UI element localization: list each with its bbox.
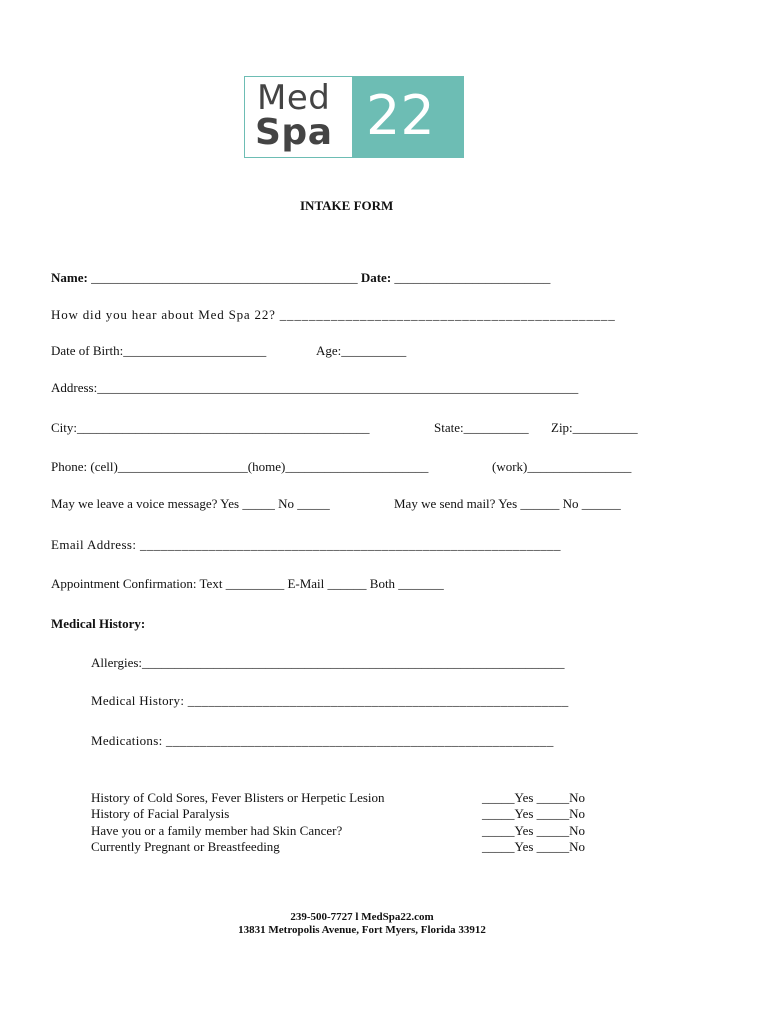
logo-word-med: Med bbox=[257, 78, 331, 118]
history-answer[interactable]: _____Yes _____No bbox=[482, 806, 586, 821]
state-field[interactable]: State:__________ bbox=[434, 420, 529, 435]
footer-contact: 239-500-7727 l MedSpa22.com bbox=[290, 911, 434, 923]
med-spa-22-logo bbox=[244, 76, 464, 158]
history-label: Have you or a family member had Skin Cancer? bbox=[91, 823, 343, 838]
email-field[interactable]: Email Address: _____________________________________________________________ bbox=[51, 537, 561, 552]
dob-field[interactable]: Date of Birth:______________________ bbox=[51, 343, 267, 358]
medications-field[interactable]: Medications: _________________________________________________________ bbox=[91, 733, 554, 748]
age-field[interactable]: Age:__________ bbox=[316, 343, 407, 358]
name-row bbox=[51, 270, 550, 286]
city-field[interactable]: City:_____________________________________________ bbox=[51, 420, 370, 435]
allergies-field[interactable]: Allergies:_________________________________________________________________ bbox=[91, 655, 565, 670]
history-label: History of Facial Paralysis bbox=[91, 806, 230, 821]
appointment-confirmation-field[interactable]: Appointment Confirmation: Text _________ E-Mail ______ Both _______ bbox=[51, 576, 444, 591]
phone-cell-home-field[interactable]: Phone: (cell)____________________(home)______________________ bbox=[51, 459, 429, 474]
footer-address: 13831 Metropolis Avenue, Fort Myers, Florida 33912 bbox=[238, 924, 486, 936]
name-field[interactable]: _________________________________________ bbox=[91, 270, 358, 285]
phone-work-field[interactable]: (work)________________ bbox=[492, 459, 632, 474]
voice-message-field[interactable]: May we leave a voice message? Yes _____ No _____ bbox=[51, 496, 330, 511]
date-field[interactable]: ________________________ bbox=[394, 270, 551, 285]
history-answer[interactable]: _____Yes _____No bbox=[482, 790, 586, 805]
history-label: Currently Pregnant or Breastfeeding bbox=[91, 839, 280, 854]
logo-word-spa: Spa bbox=[255, 112, 333, 153]
medical-history-heading: Medical History: bbox=[51, 616, 146, 631]
referral-field[interactable]: How did you hear about Med Spa 22? ______________________________________________ bbox=[51, 307, 616, 322]
date-label: Date: bbox=[360, 270, 392, 285]
address-field[interactable]: Address:__________________________________________________________________________ bbox=[51, 380, 579, 395]
send-mail-field[interactable]: May we send mail? Yes ______ No ______ bbox=[394, 496, 621, 511]
medical-history-field[interactable]: Medical History: ________________________________________________________ bbox=[91, 693, 569, 708]
name-label: Name: bbox=[51, 270, 88, 285]
logo-number: 22 bbox=[366, 84, 435, 147]
zip-field[interactable]: Zip:__________ bbox=[551, 420, 638, 435]
logo-right-panel bbox=[352, 76, 464, 158]
history-answer[interactable]: _____Yes _____No bbox=[482, 839, 586, 854]
history-label: History of Cold Sores, Fever Blisters or Herpetic Lesion bbox=[91, 790, 385, 805]
logo-left-panel bbox=[244, 76, 352, 158]
form-title: INTAKE FORM bbox=[300, 198, 394, 213]
history-answer[interactable]: _____Yes _____No bbox=[482, 823, 586, 838]
